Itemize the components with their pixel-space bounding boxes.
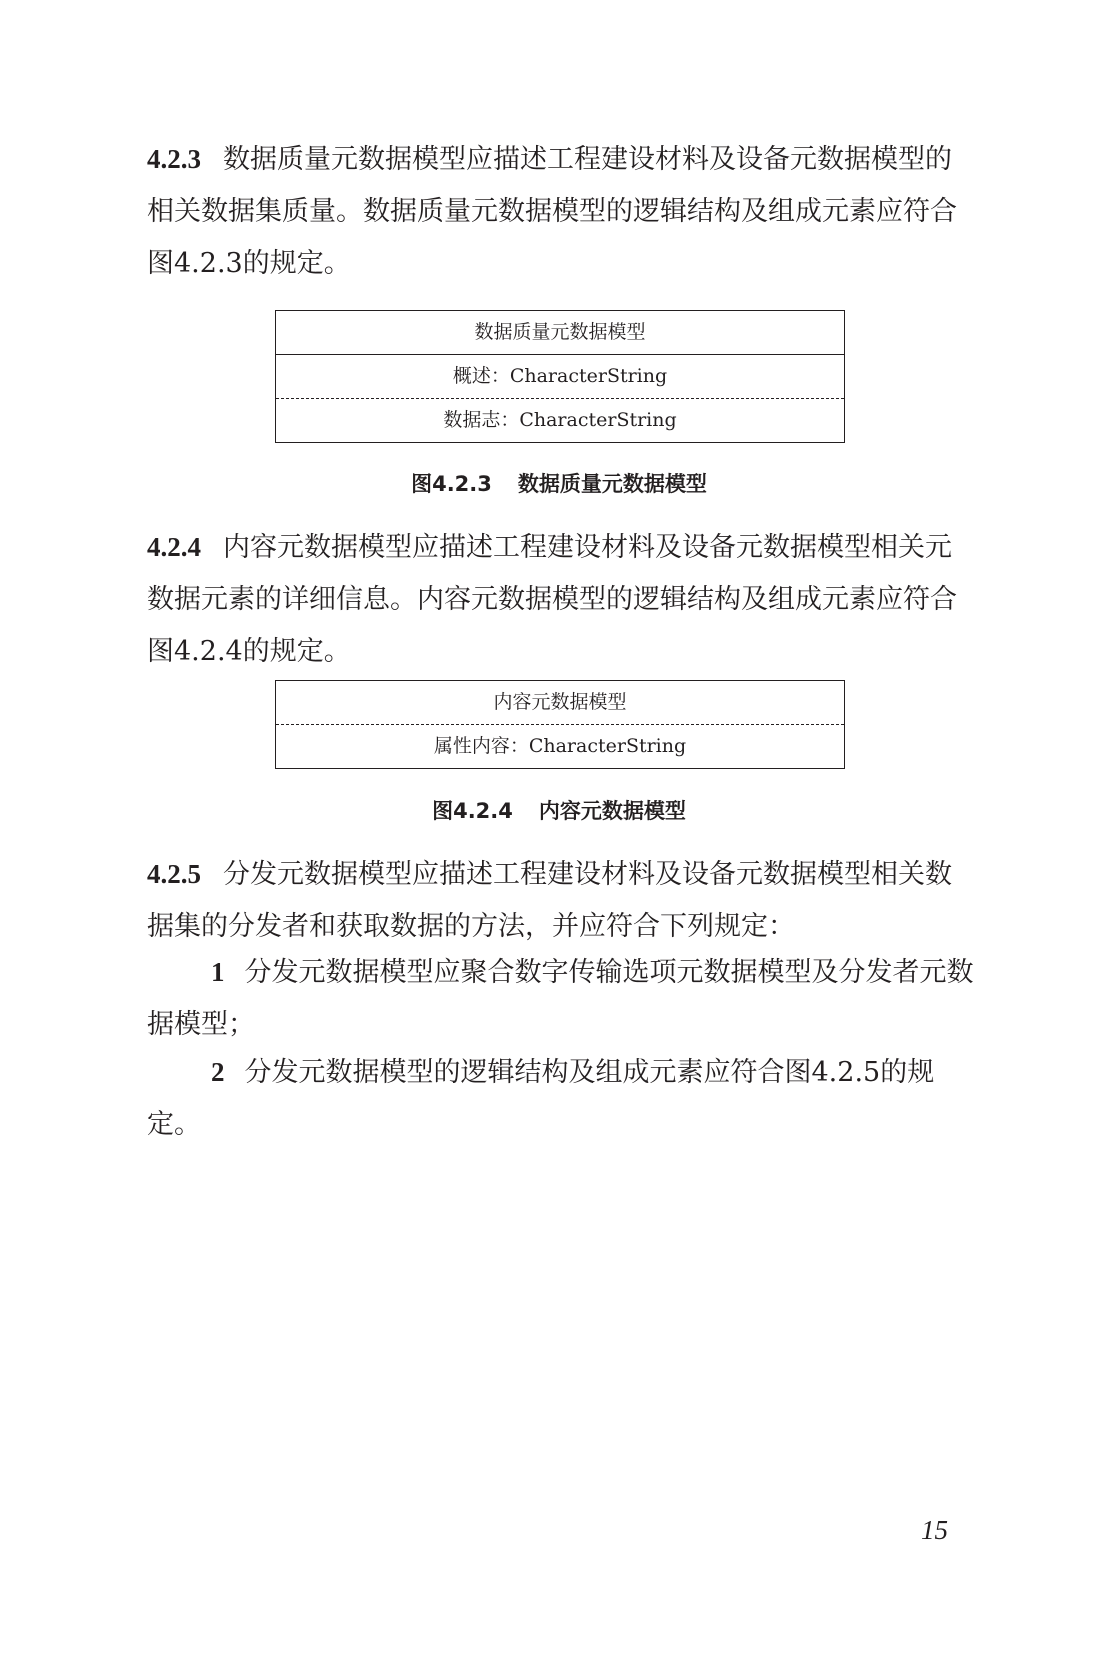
item-text: 分发元数据模型的逻辑结构及组成元素应符合图4.2.5的规定。 <box>147 1057 935 1140</box>
uml-attribute: 属性内容：CharacterString <box>433 735 687 757</box>
uml-class-name: 数据质量元数据模型 <box>276 311 844 355</box>
list-item <box>147 1046 977 1151</box>
figure-caption <box>0 795 1118 825</box>
clause-text: 内容元数据模型应描述工程建设材料及设备元数据模型相关元数据元素的详细信息。内容元数据模型的逻辑结构及组成元素应符合图4.2.4的规定。 <box>147 532 957 667</box>
uml-class-box-content <box>275 680 845 769</box>
figure-caption <box>0 468 1118 498</box>
clause-4-2-4 <box>147 521 977 678</box>
uml-class-box-data-quality <box>275 310 845 443</box>
uml-attribute: 概述：CharacterString <box>276 355 844 399</box>
item-text: 分发元数据模型应聚合数字传输选项元数据模型及分发者元数据模型； <box>147 957 974 1040</box>
clause-number: 4.2.5 <box>147 859 201 889</box>
page-number: 15 <box>921 1515 948 1545</box>
item-number: 2 <box>211 1057 225 1087</box>
clause-4-2-3 <box>147 133 977 290</box>
clause-text: 分发元数据模型应描述工程建设材料及设备元数据模型相关数据集的分发者和获取数据的方法，并应符合下列规定： <box>147 859 952 942</box>
figure-number: 图4.2.4 <box>432 799 513 823</box>
uml-class-name: 内容元数据模型 <box>276 681 844 725</box>
clause-number: 4.2.4 <box>147 532 201 562</box>
figure-title: 数据质量元数据模型 <box>517 472 707 496</box>
clause-text: 数据质量元数据模型应描述工程建设材料及设备元数据模型的相关数据集质量。数据质量元数据模型的逻辑结构及组成元素应符合图4.2.3的规定。 <box>147 144 957 279</box>
figure-number: 图4.2.3 <box>411 472 492 496</box>
clause-4-2-5 <box>147 848 977 953</box>
clause-number: 4.2.3 <box>147 144 201 174</box>
figure-title: 内容元数据模型 <box>538 799 686 823</box>
uml-attribute: 数据志：CharacterString <box>443 409 677 431</box>
item-number: 1 <box>211 957 225 987</box>
list-item <box>147 946 977 1051</box>
